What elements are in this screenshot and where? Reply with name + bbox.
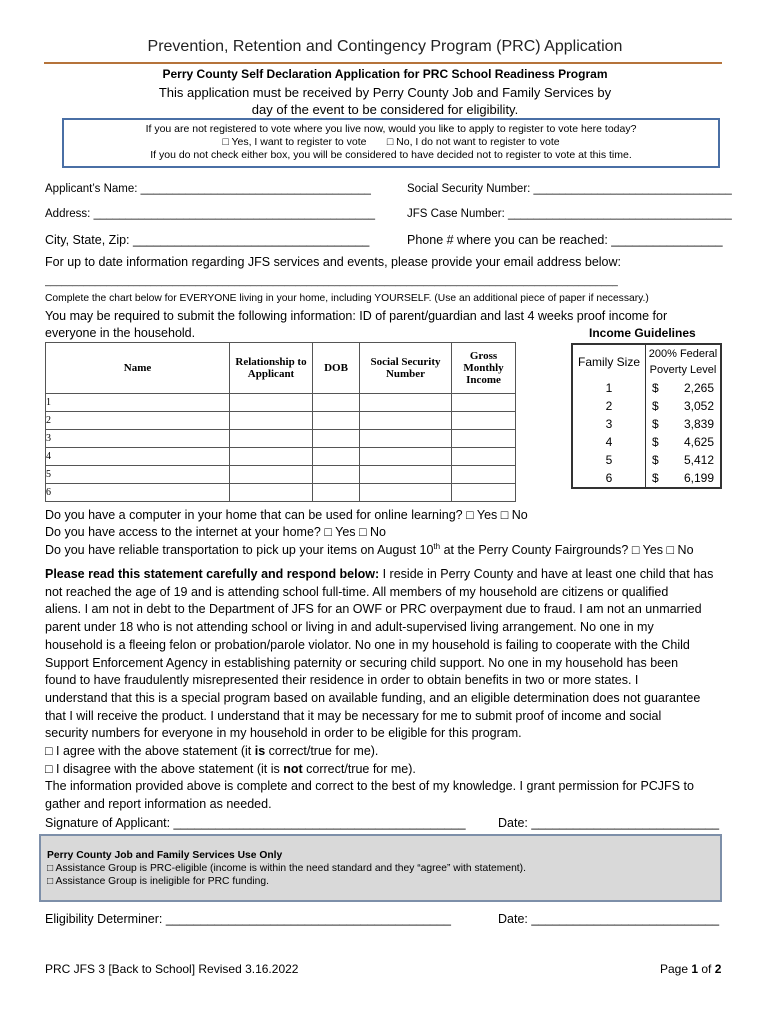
dob-cell[interactable] [313,466,360,484]
col-ssn: Social Security Number [360,343,452,394]
poverty-amount: 2,265 [683,381,714,395]
total-pages: 2 [714,962,722,976]
relationship-cell[interactable] [230,448,313,466]
row-number[interactable]: 6 [46,484,230,502]
agree-text-c: correct/true for me). [265,744,379,759]
page-of: of [698,962,715,976]
agree-emphasis: is [254,744,266,759]
voter-no-checkbox[interactable]: □ No, I do not want to register to vote [386,136,560,148]
table-row [46,448,516,466]
statement-line: aliens. I am not in debt to the Department of JFS for an OWF or PRC overpayment due to fraud. I am not an unmarried [45,602,702,617]
family-size: 6 [572,469,646,488]
currency-symbol: $ [652,381,659,395]
office-use-title: Perry County Job and Family Services Use Only [47,850,283,861]
family-size: 2 [572,397,646,415]
col-gross-income: Gross Monthly Income [452,343,516,394]
relationship-cell[interactable] [230,466,313,484]
poverty-amount: 5,412 [683,453,714,467]
currency-symbol: $ [652,471,659,485]
ssn-cell[interactable] [360,412,452,430]
income-cell[interactable] [452,412,516,430]
statement-line: understand that this is a special program based on available funding, and an eligible determination does not guarantee [45,690,701,705]
voter-yes-checkbox[interactable]: □ Yes, I want to register to vote [222,136,367,148]
poverty-amount-cell [646,451,722,469]
dob-cell[interactable] [313,412,360,430]
poverty-amount-cell [646,469,722,488]
income-cell[interactable] [452,394,516,412]
table-row [46,412,516,430]
table-row [572,379,721,397]
table-row [46,466,516,484]
row-number[interactable]: 5 [46,466,230,484]
table-row [572,469,721,488]
table-row [46,484,516,502]
household-table [45,342,516,502]
applicant-name-field[interactable]: Applicant’s Name: ____________________________________ [45,183,371,195]
currency-symbol: $ [652,399,659,413]
voter-registration-box [62,118,720,168]
city-state-zip-field[interactable]: City, State, Zip: __________________________________ [45,233,370,247]
statement-line: household is a fleeing felon or probation/parole violator. No one in my household is failing to cooperate with the Child [45,637,690,652]
proof-requirement-line-2: everyone in the household. [45,326,196,340]
table-row [572,451,721,469]
ssn-cell[interactable] [360,448,452,466]
page-prefix: Page [660,962,692,976]
income-cell[interactable] [452,484,516,502]
col-dob: DOB [313,343,360,394]
voter-options [64,136,718,148]
computer-question[interactable]: Do you have a computer in your home that can be used for online learning? □ Yes □ No [45,508,528,522]
email-field[interactable]: _______________________________________________________________________________________________________ [45,276,618,287]
row-number[interactable]: 3 [46,430,230,448]
income-table-header [572,344,721,379]
poverty-amount: 6,199 [683,471,714,485]
form-identifier: PRC JFS 3 [Back to School] Revised 3.16.2022 [45,962,299,976]
statement-text: I reside in Perry County and have at least one child that has [379,567,714,581]
voter-question: If you are not registered to vote where you live now, would you like to apply to register to vote here today? [145,123,637,135]
eligibility-determiner-field[interactable]: Eligibility Determiner: _________________________________________ [45,912,451,926]
page-title: Prevention, Retention and Contingency Program (PRC) Application [147,38,623,55]
ineligible-checkbox[interactable]: □ Assistance Group is ineligible for PRC funding. [47,876,269,887]
signature-date-field[interactable]: Date: ___________________________ [498,816,720,830]
agree-checkbox[interactable] [45,743,725,761]
email-prompt: For up to date information regarding JFS services and events, please provide your email address below: [45,255,621,269]
jfs-case-field[interactable]: JFS Case Number: ___________________________________ [407,208,732,220]
date-ordinal: th [433,542,441,551]
relationship-cell[interactable] [230,484,313,502]
poverty-amount: 4,625 [683,435,714,449]
chart-instructions: Complete the chart below for EVERYONE living in your home, including YOURSELF. (Use an additional piece of paper if necessary.) [45,293,649,304]
disagree-checkbox[interactable] [45,761,725,779]
table-row [46,394,516,412]
dob-cell[interactable] [313,448,360,466]
dob-cell[interactable] [313,484,360,502]
poverty-amount: 3,052 [683,399,714,413]
transportation-question-text-a: Do you have reliable transportation to pick up your items on August 10 [45,543,434,558]
relationship-cell[interactable] [230,394,313,412]
internet-question[interactable]: Do you have access to the internet at your home? □ Yes □ No [45,525,386,539]
currency-symbol: $ [652,435,659,449]
income-cell[interactable] [452,430,516,448]
family-size: 4 [572,433,646,451]
current-page: 1 [691,962,699,976]
applicant-signature-field[interactable]: Signature of Applicant: __________________________________________ [45,816,466,830]
eligible-checkbox[interactable]: □ Assistance Group is PRC-eligible (income is within the need standard and they “agree” with statement). [47,863,526,874]
deadline-line-1: This application must be received by Perry County Job and Family Services by [158,85,612,100]
table-row [572,415,721,433]
relationship-cell[interactable] [230,430,313,448]
office-use-box [39,834,722,902]
deadline-line-2: day of the event to be considered for eligibility. [251,102,519,117]
ssn-cell[interactable] [360,466,452,484]
household-table-header [46,343,516,394]
poverty-amount-cell [646,433,722,451]
title-divider [44,62,722,64]
eligibility-statement [45,566,725,814]
certification-line-2: gather and report information as needed. [45,797,272,812]
dob-cell[interactable] [313,394,360,412]
poverty-amount: 3,839 [683,417,714,431]
disagree-emphasis: not [283,761,303,776]
disagree-text-a: □ I disagree with the above statement (it is [45,761,284,776]
ssn-cell[interactable] [360,430,452,448]
statement-line: parent under 18 who is not attending school or living in and adult-supervised living arrangement. No one in my [45,620,654,635]
ssn-cell[interactable] [360,394,452,412]
income-cell[interactable] [452,466,516,484]
certification-line-1: The information provided above is complete and correct to the best of my knowledge. I grant permission for PCJFS to [45,779,694,794]
address-field[interactable]: Address: ____________________________________________ [45,208,375,220]
table-row [572,397,721,415]
transportation-question[interactable] [45,542,694,557]
statement-line: not reached the age of 19 and is attending school full-time. All members of my household are citizens or qualified [45,584,669,599]
income-guidelines-title: Income Guidelines [589,326,696,340]
poverty-amount-cell [646,397,722,415]
page-number [660,962,721,976]
family-size: 5 [572,451,646,469]
phone-field[interactable]: Phone # where you can be reached: ________________ [407,233,723,247]
program-heading: Perry County Self Declaration Application for PRC School Readiness Program [162,67,608,81]
poverty-amount-cell [646,379,722,397]
currency-symbol: $ [652,417,659,431]
table-row [572,433,721,451]
determiner-date-field[interactable]: Date: ___________________________ [498,912,720,926]
poverty-level-header: 200% Federal Poverty Level [648,348,718,376]
dob-cell[interactable] [313,430,360,448]
statement-lead: Please read this statement carefully and respond below: [45,567,380,581]
statement-line [45,566,725,584]
income-guidelines-table [571,343,722,489]
family-size-header: Family Size [572,344,646,379]
relationship-cell[interactable] [230,412,313,430]
statement-line: found to have fraudulently misrepresented their residence in order to obtain benefits in two or more states. I [45,673,639,688]
row-number[interactable]: 1 [46,394,230,412]
voter-note: If you do not check either box, you will be considered to have decided not to register to vote at this time. [150,149,632,161]
currency-symbol: $ [652,453,659,467]
statement-line: security numbers for everyone in my household in order to be eligible for this program. [45,726,522,741]
family-size: 3 [572,415,646,433]
ssn-field[interactable]: Social Security Number: _______________________________ [407,183,732,195]
family-size: 1 [572,379,646,397]
ssn-cell[interactable] [360,484,452,502]
col-name: Name [46,343,230,394]
transportation-question-text-b: at the Perry County Fairgrounds? □ Yes □ No [440,543,694,558]
poverty-amount-cell [646,415,722,433]
disagree-text-c: correct/true for me). [302,761,416,776]
statement-line: Support Enforcement Agency in establishing paternity or securing child support. No one in my household has been [45,655,679,670]
table-row [46,430,516,448]
agree-text-a: □ I agree with the above statement (it [45,744,255,759]
income-cell[interactable] [452,448,516,466]
row-number[interactable]: 4 [46,448,230,466]
col-relationship: Relationship to Applicant [230,343,313,394]
proof-requirement-line-1: You may be required to submit the following information: ID of parent/guardian and last 4 weeks proof income for [45,309,668,323]
statement-line: that I will receive the product. I understand that it may be necessary for me to submit proof of income and social [45,708,662,723]
row-number[interactable]: 2 [46,412,230,430]
